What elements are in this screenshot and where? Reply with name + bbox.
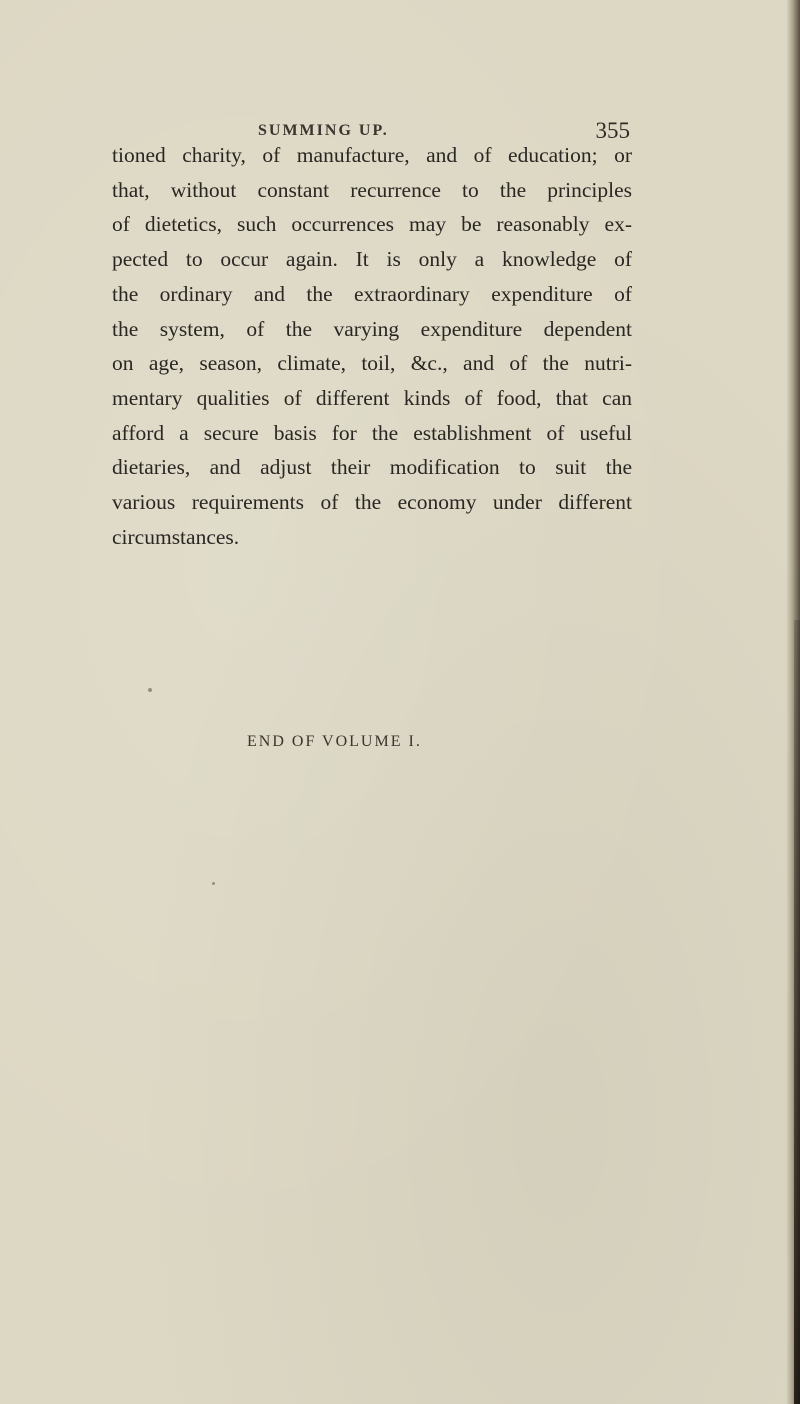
- end-of-volume-colophon: END OF VOLUME I.: [247, 733, 422, 750]
- text-line: dietaries, and adjust their modification to suit the: [112, 455, 632, 480]
- paper-speck: [148, 688, 152, 692]
- paper-speck: [212, 882, 215, 885]
- text-line: afford a secure basis for the establishment of useful: [112, 420, 632, 445]
- body-paragraph: [112, 138, 632, 554]
- text-line: the system, of the varying expenditure dependent: [112, 316, 632, 341]
- text-line: that, without constant recurrence to the principles: [112, 177, 632, 202]
- text-line: various requirements of the economy under different: [112, 490, 632, 515]
- text-line: pected to occur again. It is only a knowledge of: [112, 247, 632, 272]
- text-line: tioned charity, of manufacture, and of education; or: [112, 143, 632, 167]
- text-line: the ordinary and the extraordinary expenditure of: [112, 281, 632, 306]
- page-edge-binding: [794, 620, 800, 1404]
- text-line: on age, season, climate, toil, &c., and of the nutri-: [112, 351, 632, 376]
- text-line: of dietetics, such occurrences may be reasonably ex-: [112, 212, 632, 237]
- text-line: mentary qualities of different kinds of food, that can: [112, 385, 632, 410]
- text-line: circumstances.: [112, 524, 240, 549]
- page-number: 355: [595, 118, 630, 143]
- running-title: SUMMING UP.: [258, 122, 389, 139]
